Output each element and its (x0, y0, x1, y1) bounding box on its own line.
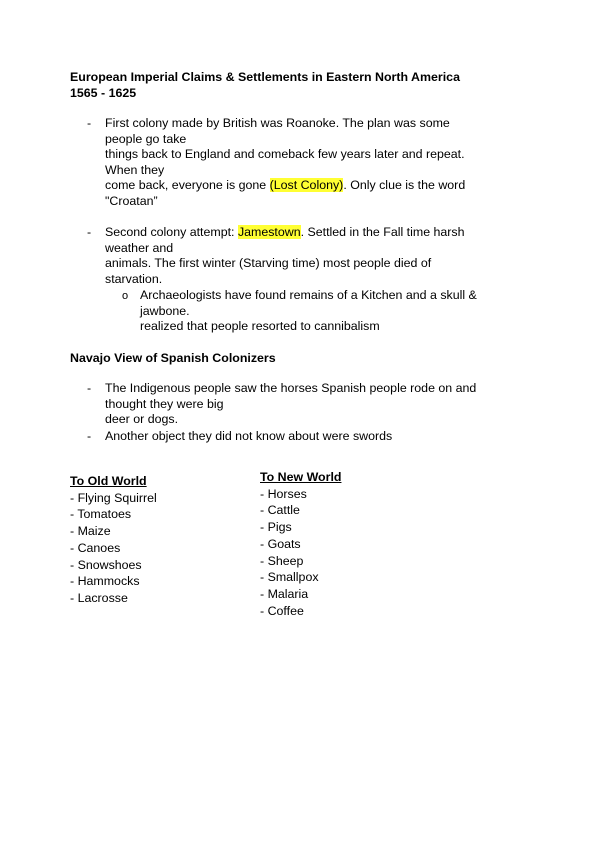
list-item: - Snowshoes (70, 557, 142, 572)
list-item: - Goats (260, 536, 301, 551)
bullet-marker: - (87, 429, 92, 443)
page-title (70, 70, 460, 101)
title-line-2: 1565 - 1625 (70, 85, 137, 100)
bullet-line: things back to England and comeback few years later and repeat. (105, 147, 465, 162)
list-item: - Cattle (260, 503, 300, 518)
column-old-world (70, 473, 157, 607)
list-item: - Hammocks (70, 574, 140, 589)
bullet-line: "Croatan” (105, 193, 158, 208)
text-run: come back, everyone is gone (105, 178, 270, 193)
bullet-marker: - (87, 381, 92, 395)
highlight-lost-colony: (Lost Colony) (269, 178, 344, 193)
text-run: Second colony attempt: (105, 225, 238, 239)
list-item: - Horses (260, 486, 307, 501)
bullet-horses (105, 381, 515, 428)
list-item: - Malaria (260, 586, 309, 601)
bullet-line: First colony made by British was Roanoke. The plan was some (105, 116, 450, 130)
sub-bullet-marker: o (122, 290, 129, 302)
bullet-line: people go take (105, 131, 187, 146)
list-item: - Sheep (260, 553, 304, 568)
bullet-line: Another object they did not know about were swords (105, 429, 393, 443)
list-item: - Coffee (260, 603, 304, 618)
bullet-marker: - (87, 116, 92, 130)
column-title-old-world: To Old World (70, 474, 147, 488)
bullet-line: weather and (105, 240, 174, 255)
list-item: - Tomatoes (70, 507, 132, 522)
column-new-world (260, 469, 341, 619)
list-item: - Maize (70, 524, 111, 539)
bullet-line: When they (105, 162, 165, 177)
bullet-swords (105, 429, 515, 445)
text-run: . Settled in the Fall time harsh (300, 225, 465, 239)
bullet-line: starvation. (105, 271, 163, 286)
bullet-line: jawbone. (140, 303, 190, 318)
bullet-marker: - (87, 225, 92, 239)
text-run: . Only clue is the word (343, 178, 466, 193)
bullet-line (105, 225, 515, 241)
bullet-line: The Indigenous people saw the horses Spanish people rode on and (105, 381, 477, 395)
sub-bullet-archaeology (140, 288, 520, 335)
list-item: - Canoes (70, 540, 121, 555)
bullet-jamestown (105, 225, 515, 287)
bullet-roanoke (105, 116, 515, 210)
bullet-line: Archaeologists have found remains of a Kitchen and a skull & (140, 288, 477, 302)
list-item: - Lacrosse (70, 590, 128, 605)
bullet-line (105, 178, 515, 194)
bullet-line: animals. The first winter (Starving time) most people died of (105, 256, 432, 271)
column-title-new-world: To New World (260, 470, 342, 484)
bullet-line: thought they were big (105, 396, 224, 411)
title-line-1: European Imperial Claims & Settlements in Eastern North America (70, 70, 460, 84)
list-item: - Smallpox (260, 570, 319, 585)
bullet-line: deer or dogs. (105, 412, 179, 427)
highlight-jamestown: Jamestown (237, 225, 301, 239)
list-item: - Pigs (260, 520, 292, 535)
section-heading-navajo: Navajo View of Spanish Colonizers (70, 351, 276, 365)
list-item: - Flying Squirrel (70, 490, 157, 505)
bullet-line: realized that people resorted to cannibalism (140, 319, 380, 334)
